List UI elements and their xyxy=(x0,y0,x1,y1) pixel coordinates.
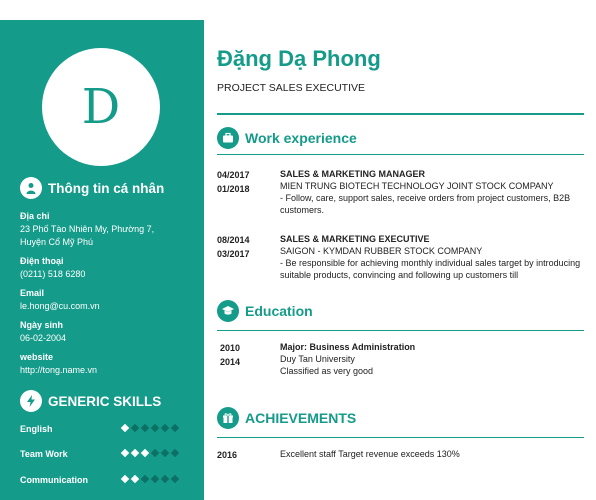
website-label: website xyxy=(20,352,54,362)
education-divider xyxy=(217,330,584,331)
avatar xyxy=(42,48,160,166)
education-dates xyxy=(220,341,280,369)
skill-name: Communication xyxy=(20,475,89,485)
rating-dot-filled xyxy=(131,475,139,483)
skill-row xyxy=(20,475,190,489)
skills-heading xyxy=(20,390,161,412)
education-start-year: 2010 xyxy=(220,343,241,353)
personal-info-title: Thông tin cá nhân xyxy=(48,180,165,196)
education-details xyxy=(280,341,585,377)
job-title: PROJECT SALES EXECUTIVE xyxy=(217,82,366,94)
education-major: Major: Business Administration xyxy=(280,342,416,352)
work-start-date: 04/2017 xyxy=(217,170,250,180)
work-details xyxy=(280,233,585,281)
rating-dot-empty xyxy=(171,424,179,432)
work-start-date: 08/2014 xyxy=(217,235,250,245)
header-divider xyxy=(217,113,584,115)
skill-name: Team Work xyxy=(20,449,68,459)
briefcase-icon xyxy=(217,127,239,149)
work-divider xyxy=(217,154,584,155)
email-group xyxy=(20,287,200,313)
personal-info-heading xyxy=(20,177,164,199)
rating-dot-filled xyxy=(121,424,129,432)
education-note: Classified as very good xyxy=(280,366,374,376)
rating-dot-filled xyxy=(121,449,129,457)
gift-icon xyxy=(217,407,239,429)
rating-dot-empty xyxy=(151,424,159,432)
rating-dot-empty xyxy=(161,475,169,483)
rating-dot-empty xyxy=(171,475,179,483)
work-company: SAIGON - KYMDAN RUBBER STOCK COMPANY xyxy=(280,246,483,256)
rating-dot-empty xyxy=(141,424,149,432)
work-details xyxy=(280,168,585,216)
skills-title: GENERIC SKILLS xyxy=(48,393,162,409)
work-dates xyxy=(217,233,277,261)
birthday-label: Ngày sinh xyxy=(20,320,64,330)
birthday-group xyxy=(20,319,200,345)
sidebar xyxy=(0,20,204,500)
work-dates xyxy=(217,168,277,196)
rating-dot-empty xyxy=(151,449,159,457)
work-end-date: 01/2018 xyxy=(217,184,250,194)
email-value[interactable]: le.hong@cu.com.vn xyxy=(20,301,100,311)
rating-dot-empty xyxy=(141,475,149,483)
achievements-title: ACHIEVEMENTS xyxy=(245,410,357,426)
skill-row xyxy=(20,449,190,463)
work-end-date: 03/2017 xyxy=(217,249,250,259)
avatar-letter: D xyxy=(81,79,121,135)
work-description: - Follow, care, support sales, receive orders from project customers, B2B customers. xyxy=(280,193,571,215)
address-label: Địa chỉ xyxy=(20,211,50,221)
email-label: Email xyxy=(20,288,45,298)
rating-dot-filled xyxy=(141,449,149,457)
achievement-year: 2016 xyxy=(217,450,238,460)
phone-value: (0211) 518 6280 xyxy=(20,269,86,279)
rating-dot-empty xyxy=(131,424,139,432)
person-icon xyxy=(20,177,42,199)
graduation-cap-icon xyxy=(217,300,239,322)
address-line-2: Huyện Cổ Mỹ Phú xyxy=(20,237,94,247)
rating-dot-empty xyxy=(161,424,169,432)
address-group xyxy=(20,210,200,249)
education-title: Education xyxy=(245,303,313,319)
rating-dot-empty xyxy=(151,475,159,483)
phone-label: Điện thoại xyxy=(20,256,64,266)
skill-rating xyxy=(122,476,182,482)
achievements-heading xyxy=(217,407,356,429)
skill-name: English xyxy=(20,424,53,434)
work-description: - Be responsible for achieving monthly individual sales target by introducing suitable products, convincing and following up customers till xyxy=(280,258,581,280)
website-group xyxy=(20,351,200,377)
skill-rating xyxy=(122,450,182,456)
education-end-year: 2014 xyxy=(220,357,241,367)
website-link[interactable]: http://tong.name.vn xyxy=(20,365,98,375)
rating-dot-filled xyxy=(121,475,129,483)
birthday-value: 06-02-2004 xyxy=(20,333,67,343)
skill-row xyxy=(20,424,190,438)
rating-dot-empty xyxy=(161,449,169,457)
work-position: SALES & MARKETING EXECUTIVE xyxy=(280,234,430,244)
education-school: Duy Tan University xyxy=(280,354,355,364)
rating-dot-filled xyxy=(131,449,139,457)
achievements-divider xyxy=(217,437,584,438)
work-title: Work experience xyxy=(245,130,357,146)
lightning-icon xyxy=(20,390,42,412)
rating-dot-empty xyxy=(171,449,179,457)
phone-group xyxy=(20,255,200,281)
work-position: SALES & MARKETING MANAGER xyxy=(280,169,426,179)
address-line-1: 23 Phố Tào Nhiên My, Phường 7, xyxy=(20,224,155,234)
achievement-text: Excellent staff Target revenue exceeds 130% xyxy=(280,449,460,459)
education-heading xyxy=(217,300,313,322)
candidate-name: Đặng Dạ Phong xyxy=(217,46,381,71)
work-heading xyxy=(217,127,357,149)
personal-info xyxy=(20,210,200,383)
work-company: MIEN TRUNG BIOTECH TECHNOLOGY JOINT STOCK COMPANY xyxy=(280,181,554,191)
skill-rating xyxy=(122,425,182,431)
